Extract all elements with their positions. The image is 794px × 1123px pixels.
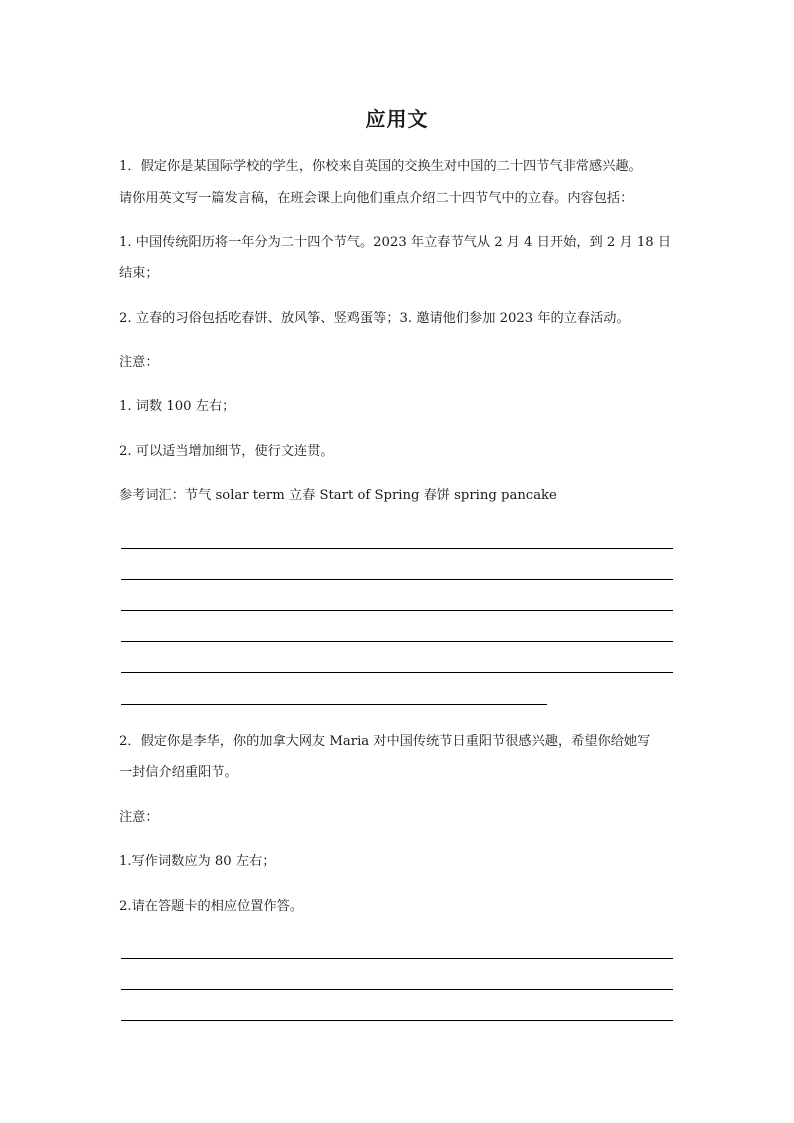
q2-note-2: 2.请在答题卡的相应位置作答。 bbox=[119, 899, 304, 914]
q1-content-point-1-cont: 结束； bbox=[119, 266, 159, 281]
q1-note-label: 注意： bbox=[119, 355, 159, 370]
answer-line bbox=[121, 958, 673, 959]
q2-note-1: 1.写作词数应为 80 左右； bbox=[119, 854, 276, 869]
q2-note-label: 注意： bbox=[119, 810, 159, 825]
q1-note-1: 1. 词数 100 左右； bbox=[119, 399, 236, 414]
answer-line bbox=[121, 548, 673, 549]
answer-line bbox=[121, 704, 547, 705]
q2-prompt-line-1: 2．假定你是李华，你的加拿大网友 Maria 对中国传统节日重阳节很感兴趣，希望你给她写 bbox=[119, 734, 651, 749]
q1-vocab: 参考词汇：节气 solar term 立春 Start of Spring 春饼 spring pancake bbox=[119, 488, 557, 503]
answer-line bbox=[121, 641, 673, 642]
answer-line bbox=[121, 610, 673, 611]
q2-prompt-line-2: 一封信介绍重阳节。 bbox=[119, 765, 238, 780]
page-title: 应用文 bbox=[365, 107, 429, 131]
answer-line bbox=[121, 989, 673, 990]
q1-note-2: 2. 可以适当增加细节，使行文连贯。 bbox=[119, 444, 334, 459]
answer-line bbox=[121, 1020, 673, 1021]
q1-prompt-line-1: 1．假定你是某国际学校的学生，你校来自英国的交换生对中国的二十四节气非常感兴趣。 bbox=[119, 159, 642, 174]
answer-line bbox=[121, 672, 673, 673]
q1-content-point-2: 2. 立春的习俗包括吃春饼、放风筝、竖鸡蛋等；3. 邀请他们参加 2023 年的立春活动。 bbox=[119, 311, 630, 326]
answer-line bbox=[121, 579, 673, 580]
q1-content-point-1: 1. 中国传统阳历将一年分为二十四个节气。2023 年立春节气从 2 月 4 日开始，到 2 月 18 日 bbox=[119, 235, 672, 250]
q1-prompt-line-2: 请你用英文写一篇发言稿，在班会课上向他们重点介绍二十四节气中的立春。内容包括： bbox=[119, 191, 634, 206]
